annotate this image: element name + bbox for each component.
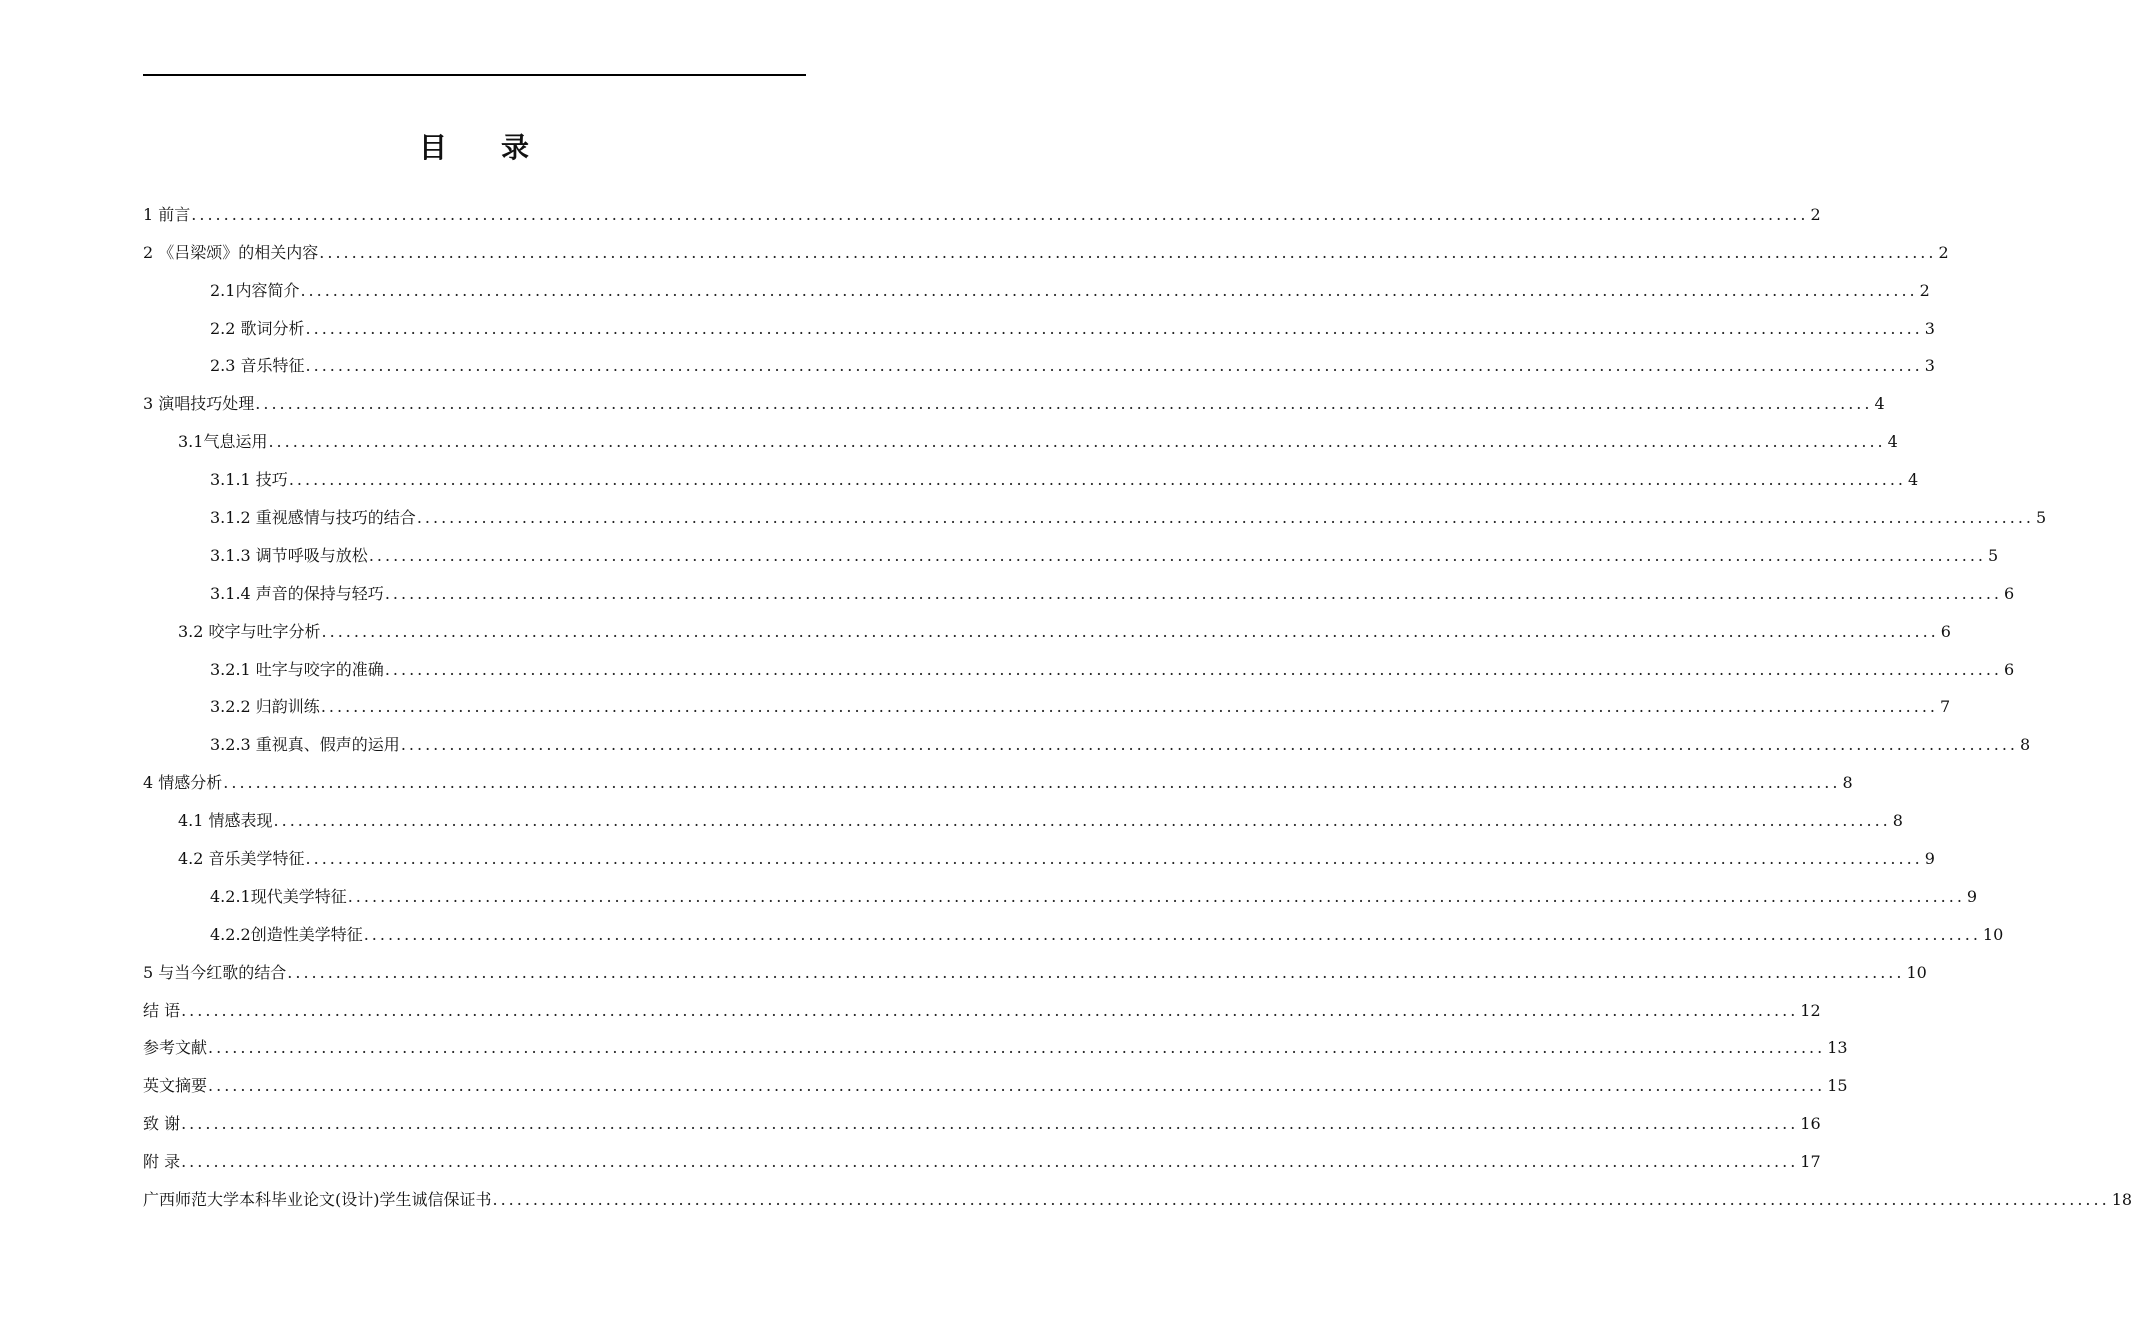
toc-entry-page-number: 3 — [1924, 356, 1935, 376]
toc-entry[interactable] — [143, 339, 1935, 377]
toc-entry-label: 3.1气息运用 — [178, 432, 268, 452]
dot-leader: ........................................................................................................................................................................................................ — [181, 1000, 1799, 1020]
toc-entry-label: 英文摘要 — [143, 1076, 208, 1096]
toc-entry[interactable] — [143, 831, 1935, 869]
toc-entry[interactable] — [143, 869, 1978, 907]
toc-entry[interactable] — [143, 1172, 2132, 1210]
toc-entry-label: 3.2.3 重视真、假声的运用 — [210, 735, 400, 755]
toc-entry-label: 3.2 咬字与吐字分析 — [178, 621, 321, 641]
toc-entry[interactable] — [143, 793, 1903, 831]
dot-leader: ........................................................................................................................................................................................................ — [321, 621, 1939, 641]
dot-leader: ........................................................................................................................................................................................................ — [305, 318, 1923, 338]
toc-entry-label: 致 谢 — [143, 1114, 181, 1134]
toc-entry-page-number: 8 — [1842, 773, 1853, 793]
header-rule — [143, 74, 806, 76]
toc-entry-page-number: 2 — [1919, 280, 1930, 300]
toc-entry-page-number: 9 — [1966, 886, 1978, 906]
toc-entry-label: 3.1.4 声音的保持与轻巧 — [210, 583, 384, 603]
toc-entry[interactable] — [143, 1058, 1848, 1096]
dot-leader: ........................................................................................................................................................................................................ — [273, 811, 1891, 831]
toc-entry-label: 3.1.1 技巧 — [210, 470, 288, 490]
dot-leader: ........................................................................................................................................................................................................ — [384, 659, 2002, 679]
toc-entry[interactable] — [143, 945, 1927, 983]
toc-entry-label: 附 录 — [143, 1152, 181, 1172]
toc-entry[interactable] — [143, 301, 1935, 339]
toc-entry[interactable] — [143, 642, 2015, 680]
dot-leader: ........................................................................................................................................................................................................ — [191, 204, 1809, 224]
dot-leader: ........................................................................................................................................................................................................ — [268, 432, 1886, 452]
dot-leader: ........................................................................................................................................................................................................ — [255, 394, 1873, 414]
toc-entry-page-number: 9 — [1924, 849, 1935, 869]
toc-entry-page-number: 5 — [1988, 545, 1999, 565]
dot-leader: ........................................................................................................................................................................................................ — [368, 545, 1986, 565]
toc-entry-page-number: 10 — [1906, 962, 1927, 982]
toc-entry-page-number: 2 — [1938, 242, 1949, 262]
toc-entry-label: 3.1.2 重视感情与技巧的结合 — [210, 508, 416, 528]
toc-entry[interactable] — [143, 1134, 1821, 1172]
title-char-2: 录 — [501, 131, 532, 164]
toc-entry-page-number: 15 — [1827, 1076, 1848, 1096]
toc-entry-label: 广西师范大学本科毕业论文(设计)学生诚信保证书 — [143, 1190, 492, 1210]
toc-entry-page-number: 13 — [1827, 1038, 1848, 1058]
dot-leader: ........................................................................................................................................................................................................ — [287, 962, 1905, 982]
toc-entry-label: 3.2.1 吐字与咬字的准确 — [210, 659, 384, 679]
table-of-contents — [143, 187, 2132, 1210]
dot-leader: ........................................................................................................................................................................................................ — [416, 508, 2034, 528]
dot-leader: ........................................................................................................................................................................................................ — [320, 697, 1938, 717]
toc-entry[interactable] — [143, 376, 1885, 414]
toc-entry[interactable] — [143, 1021, 1848, 1059]
toc-entry-page-number: 6 — [2004, 583, 2015, 603]
page-title — [0, 126, 950, 166]
toc-entry-label: 5 与当今红歌的结合 — [143, 962, 287, 982]
dot-leader: ........................................................................................................................................................................................................ — [305, 849, 1923, 869]
toc-entry-page-number: 10 — [1982, 924, 2004, 944]
dot-leader: ........................................................................................................................................................................................................ — [181, 1152, 1799, 1172]
toc-entry-label: 2.2 歌词分析 — [210, 318, 305, 338]
toc-entry-page-number: 12 — [1800, 1000, 1821, 1020]
dot-leader: ........................................................................................................................................................................................................ — [300, 280, 1918, 300]
dot-leader: ........................................................................................................................................................................................................ — [363, 924, 1981, 944]
toc-entry[interactable] — [143, 680, 1951, 718]
toc-entry-label: 4.2 音乐美学特征 — [178, 849, 305, 869]
toc-entry[interactable] — [143, 452, 1919, 490]
toc-entry-label: 4.2.1现代美学特征 — [210, 886, 347, 906]
toc-entry-page-number: 6 — [2004, 659, 2015, 679]
dot-leader: ........................................................................................................................................................................................................ — [223, 773, 1841, 793]
toc-entry-page-number: 16 — [1800, 1114, 1821, 1134]
toc-entry-page-number: 4 — [1874, 394, 1885, 414]
toc-entry[interactable] — [143, 907, 2004, 945]
toc-entry-label: 2 《吕梁颂》的相关内容 — [143, 242, 319, 262]
toc-entry-page-number: 2 — [1810, 204, 1821, 224]
toc-entry[interactable] — [143, 983, 1821, 1021]
toc-entry-label: 3.1.3 调节呼吸与放松 — [210, 545, 368, 565]
toc-entry-page-number: 18 — [2111, 1190, 2132, 1210]
toc-entry-page-number: 8 — [1892, 811, 1903, 831]
dot-leader: ........................................................................................................................................................................................................ — [305, 356, 1923, 376]
toc-entry-label: 结 语 — [143, 1000, 181, 1020]
dot-leader: ........................................................................................................................................................................................................ — [208, 1076, 1826, 1096]
toc-entry[interactable] — [143, 225, 1949, 263]
dot-leader: ........................................................................................................................................................................................................ — [384, 583, 2002, 603]
toc-entry-page-number: 6 — [1940, 621, 1951, 641]
dot-leader: ........................................................................................................................................................................................................ — [181, 1114, 1799, 1134]
dot-leader: ........................................................................................................................................................................................................ — [400, 735, 2018, 755]
toc-entry-label: 参考文献 — [143, 1038, 208, 1058]
toc-entry-label: 1 前言 — [143, 204, 191, 224]
title-char-1: 目 — [418, 131, 449, 164]
toc-entry[interactable] — [143, 490, 2047, 528]
dot-leader: ........................................................................................................................................................................................................ — [208, 1038, 1826, 1058]
toc-entry-label: 3.2.2 归韵训练 — [210, 697, 320, 717]
toc-entry-label: 4.2.2创造性美学特征 — [210, 924, 363, 944]
toc-entry-label: 2.3 音乐特征 — [210, 356, 305, 376]
toc-entry-page-number: 8 — [2020, 735, 2031, 755]
toc-entry[interactable] — [143, 755, 1853, 793]
toc-entry-label: 4 情感分析 — [143, 773, 223, 793]
toc-entry[interactable] — [143, 566, 2015, 604]
toc-entry-page-number: 17 — [1800, 1152, 1821, 1172]
toc-entry[interactable] — [143, 1096, 1821, 1134]
toc-entry[interactable] — [143, 263, 1930, 301]
toc-entry[interactable] — [143, 717, 2031, 755]
toc-entry-page-number: 3 — [1924, 318, 1935, 338]
toc-entry[interactable] — [143, 604, 1951, 642]
toc-entry-page-number: 7 — [1940, 697, 1951, 717]
toc-entry-page-number: 4 — [1908, 470, 1919, 490]
toc-entry-label: 2.1内容简介 — [210, 280, 300, 300]
toc-entry[interactable] — [143, 528, 1999, 566]
dot-leader: ........................................................................................................................................................................................................ — [288, 470, 1906, 490]
dot-leader: ........................................................................................................................................................................................................ — [347, 886, 1965, 906]
toc-entry[interactable] — [143, 414, 1898, 452]
toc-entry[interactable] — [143, 187, 1821, 225]
toc-entry-page-number: 4 — [1887, 432, 1898, 452]
toc-entry-page-number: 5 — [2036, 508, 2047, 528]
dot-leader: ........................................................................................................................................................................................................ — [492, 1190, 2110, 1210]
dot-leader: ........................................................................................................................................................................................................ — [319, 242, 1937, 262]
toc-entry-label: 4.1 情感表现 — [178, 811, 273, 831]
toc-entry-label: 3 演唱技巧处理 — [143, 394, 255, 414]
